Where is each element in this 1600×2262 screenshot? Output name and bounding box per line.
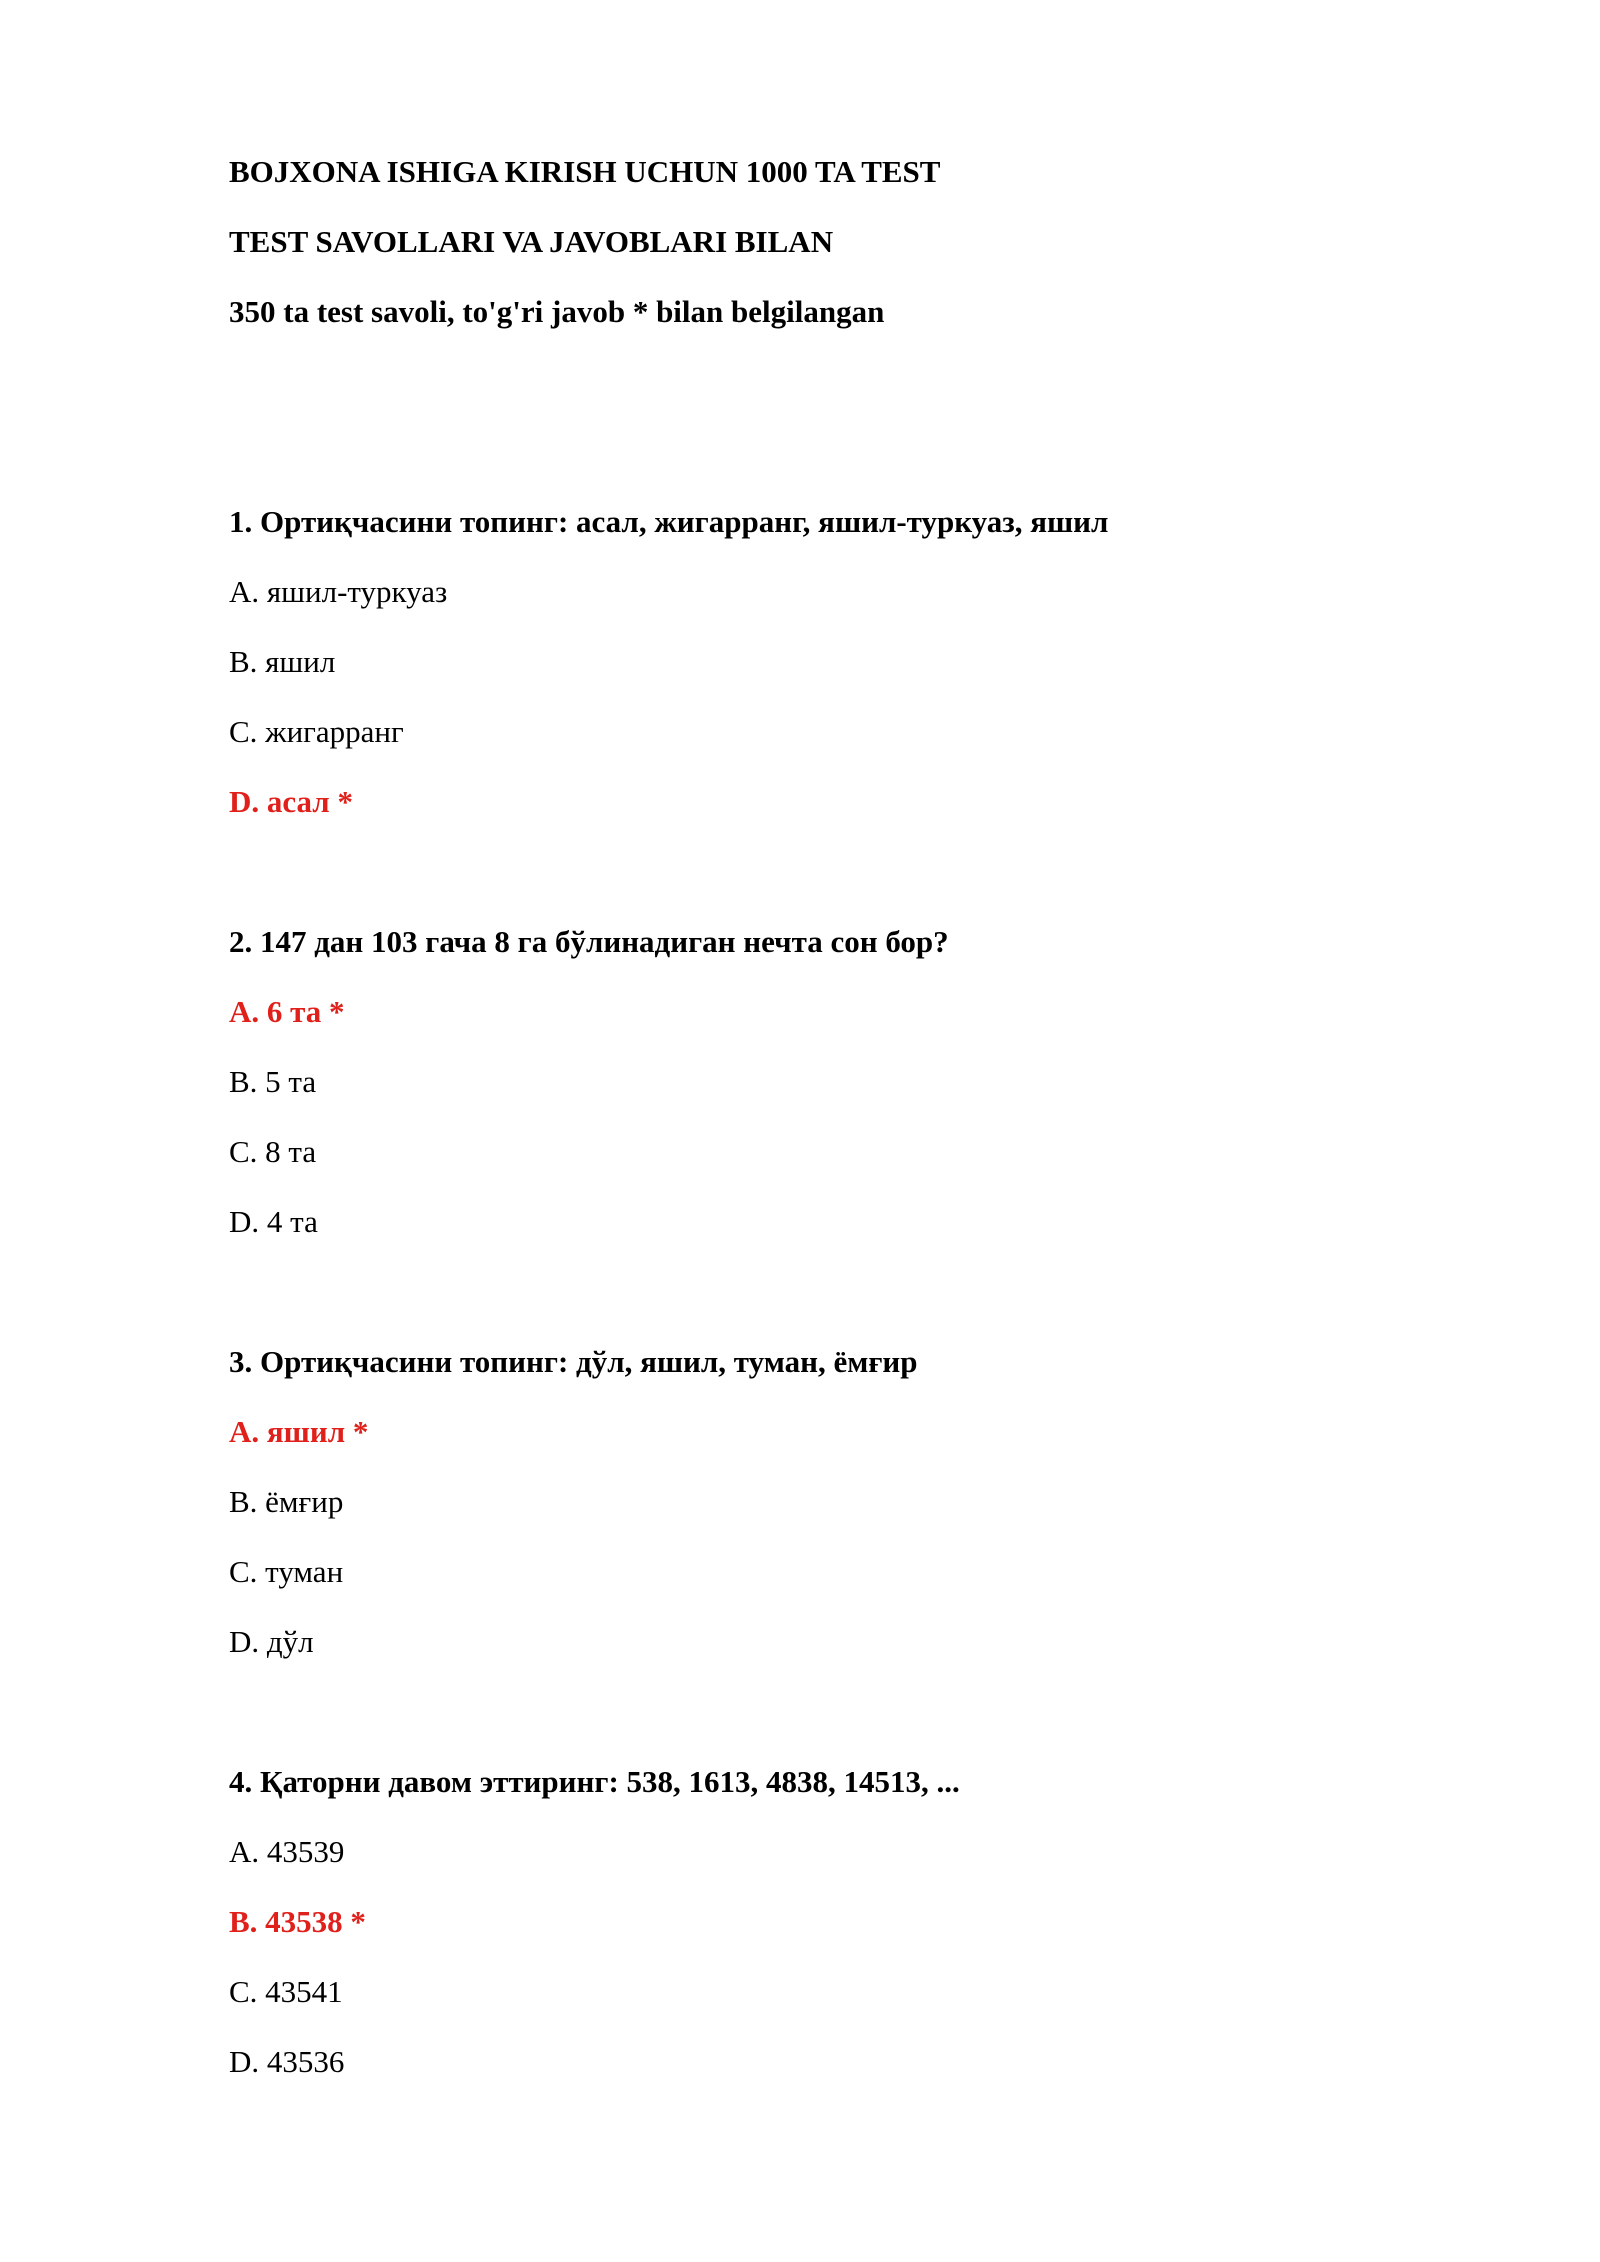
question-4-option-a: A. 43539 bbox=[229, 1834, 345, 1869]
question-1-option-a: A. яшил-туркуаз bbox=[229, 574, 448, 609]
question-1-option-d-correct: D. асал * bbox=[229, 784, 353, 819]
question-2-option-d: D. 4 та bbox=[229, 1204, 318, 1239]
document-subtitle: TEST SAVOLLARI VA JAVOBLARI BILAN bbox=[229, 224, 834, 259]
question-2-text: 2. 147 дан 103 гача 8 га бўлинадиган нечта сон бор? bbox=[229, 924, 949, 959]
question-4-option-b-correct: B. 43538 * bbox=[229, 1904, 366, 1939]
document-note: 350 ta test savoli, to'g'ri javob * bilan belgilangan bbox=[229, 294, 885, 329]
question-2-option-b: B. 5 та bbox=[229, 1064, 317, 1099]
question-3-option-a-correct: A. яшил * bbox=[229, 1414, 369, 1449]
question-3-option-c: C. туман bbox=[229, 1554, 344, 1589]
question-4-option-c: C. 43541 bbox=[229, 1974, 343, 2009]
question-1-text: 1. Ортиқчасини топинг: асал, жигарранг, яшил-туркуаз, яшил bbox=[229, 504, 1109, 539]
question-2-option-a-correct: A. 6 та * bbox=[229, 994, 345, 1029]
question-1-option-c: C. жигарранг bbox=[229, 714, 404, 749]
question-1-option-b: B. яшил bbox=[229, 644, 336, 679]
question-3-text: 3. Ортиқчасини топинг: дўл, яшил, туман, ёмғир bbox=[229, 1344, 918, 1379]
question-3-option-b: B. ёмғир bbox=[229, 1484, 344, 1519]
question-2-option-c: C. 8 та bbox=[229, 1134, 317, 1169]
question-3-option-d: D. дўл bbox=[229, 1624, 314, 1659]
document-title: BOJXONA ISHIGA KIRISH UCHUN 1000 TA TEST bbox=[229, 154, 941, 189]
question-4-text: 4. Қаторни давом эттиринг: 538, 1613, 4838, 14513, ... bbox=[229, 1764, 960, 1799]
question-4-option-d: D. 43536 bbox=[229, 2044, 345, 2079]
